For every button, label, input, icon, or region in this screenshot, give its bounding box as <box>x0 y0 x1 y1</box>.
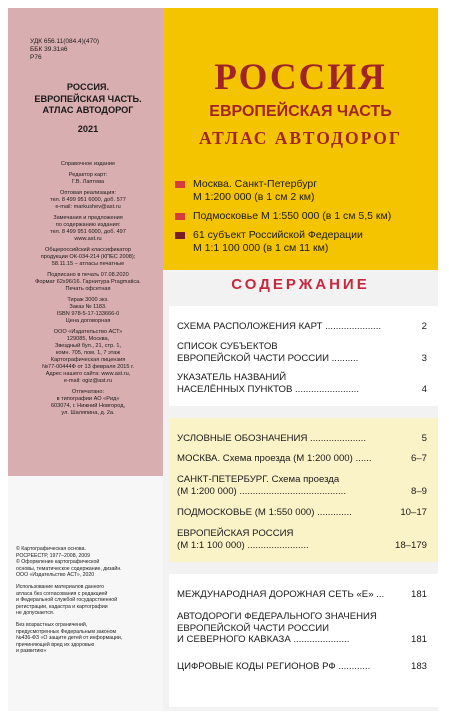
contents-section-maps <box>169 418 438 562</box>
toc-entry[interactable]: МЕЖДУНАРОДНАЯ ДОРОЖНАЯ СЕТЬ «Е» ... 181 <box>177 589 427 600</box>
toc-entry[interactable]: УСЛОВНЫЕ ОБОЗНАЧЕНИЯ ..................... 5 <box>177 433 427 444</box>
edition-type: Справочное издание <box>60 161 116 167</box>
toc-entry[interactable]: СПИСОК СУБЪЕКТОВ ЕВРОПЕЙСКОЙ ЧАСТИ РОССИИ .......... 3 <box>177 341 427 364</box>
toc-entry[interactable]: САНКТ-ПЕТЕРБУРГ. Схема проезда (М 1:200 000) ........................................ 8–9 <box>177 474 427 497</box>
classification-codes <box>30 38 99 62</box>
legend-item-moscow-spb: Москва. Санкт-Петербург М 1:200 000 (в 1 см 2 км) <box>175 178 433 204</box>
udc-code: УДК 656.11(084.4)(470) <box>30 38 99 45</box>
legend-item-federal-subjects: 61 субъект Российской Федерации М 1:1 100 000 (в 1 см 11 км) <box>175 229 433 255</box>
toc-page-number: 6–7 <box>410 453 427 464</box>
author-mark: Р76 <box>30 54 42 61</box>
toc-entry[interactable]: МОСКВА. Схема проезда (М 1:200 000) ...... 6–7 <box>177 453 427 464</box>
atlas-subtitle: ЕВРОПЕЙСКАЯ ЧАСТЬ <box>209 103 392 120</box>
contents-section-index <box>169 306 438 406</box>
print-details: Подписано в печать 07.08.2020 Формат 62x96/16. Гарнитура Pragmatica. Печать офсетная <box>35 272 141 292</box>
legend-swatch <box>175 232 185 239</box>
wholesale-contact: Оптовая реализация: тел. 8 499 951 6000, доб. 577 e-mail: markushev@ast.ru <box>50 190 126 210</box>
publisher-address: ООО «Издательство АСТ» 129085, Москва, Звездный бул., 21, стр. 1, комн. 705, пом. 1, 7 этаж Картографическая лицензия №77-00444Ф от 13 февраля 2015 г. Адрес нашего сайта: www.ast.ru, e-mail: ogiz@ast.ru <box>42 329 134 384</box>
usage-restriction-note: Использование материалов данного атласа без согласования с редакцией и Федеральной службой государственной регистрации, кадастра и картографии не допускается. <box>16 583 118 617</box>
toc-entry[interactable]: СХЕМА РАСПОЛОЖЕНИЯ КАРТ ..................... 2 <box>177 321 427 332</box>
contents-section-references <box>169 574 438 707</box>
toc-page-number: 5 <box>421 433 427 444</box>
toc-entry[interactable]: УКАЗАТЕЛЬ НАЗВАНИЙ НАСЕЛЁННЫХ ПУНКТОВ ........................ 4 <box>177 372 427 395</box>
map-editor: Редактор карт: Г.В. Лаптева <box>68 172 108 185</box>
toc-entry[interactable]: ЦИФРОВЫЕ КОДЫ РЕГИОНОВ РФ ............ 183 <box>177 661 427 672</box>
circulation-isbn: Тираж 3000 экз. Заказ № 1183. ISBN 978-5-17-133666-0 Цена договорная <box>56 297 120 324</box>
toc-page-number: 4 <box>421 383 427 395</box>
product-classifier: Общероссийский классификатор продукции ОК-034-214 (КПЕС 2008); 58.11.15 – атласы печатные <box>40 247 136 267</box>
bbk-code: ББК 39.31я6 <box>30 46 68 53</box>
imprint-column <box>8 8 163 711</box>
cover-banner <box>163 8 438 270</box>
imprint-details <box>16 161 160 421</box>
legend-swatch <box>175 181 185 188</box>
contents-heading: СОДЕРЖАНИЕ <box>231 276 370 293</box>
toc-page-number: 8–9 <box>410 485 427 497</box>
copyright-note: © Картографическая основа. РОСРЕЕСТР, 1977–2008, 2009 © Оформление картографической основы, тематическое содержание, дизайн. ООО «Издательство АСТ», 2020 <box>16 546 122 579</box>
toc-entry[interactable]: ЕВРОПЕЙСКАЯ РОССИЯ (М 1:1 100 000) ....................... 18–179 <box>177 528 427 551</box>
atlas-title-page <box>8 8 438 711</box>
toc-entry[interactable]: ПОДМОСКОВЬЕ (М 1:550 000) ............. 10–17 <box>177 507 427 518</box>
imprint-title: РОССИЯ. ЕВРОПЕЙСКАЯ ЧАСТЬ. АТЛАС АВТОДОРОГ 2021 <box>18 82 158 135</box>
toc-page-number: 3 <box>421 352 427 364</box>
atlas-title: РОССИЯ <box>214 57 387 98</box>
publication-year: 2021 <box>77 123 99 134</box>
toc-page-number: 10–17 <box>400 507 427 518</box>
feedback-contact: Замечания и предложения по содержанию издания: тел. 8 499 951 6000, доб. 497 www.ast.ru <box>50 215 126 242</box>
toc-page-number: 2 <box>421 321 427 332</box>
toc-page-number: 18–179 <box>394 539 427 551</box>
toc-page-number: 181 <box>410 589 427 600</box>
toc-page-number: 183 <box>410 661 427 672</box>
legal-footnotes <box>16 546 156 660</box>
legend-item-moscow-region: Подмосковье М 1:550 000 (в 1 см 5,5 км) <box>175 210 433 223</box>
legend-swatch <box>175 213 185 220</box>
age-restriction-note: Без возрастных ограничений, предусмотренных Федеральным законом №436-ФЗ «О защите детей от информации, причиняющей вред их здоровью и развитию» <box>16 621 123 655</box>
printing-house: Отпечатано: в типографии АО «Рид» 603074, г. Нижний Новгород, ул. Шаляпина, д. 2а. <box>50 389 126 416</box>
toc-entry[interactable]: АВТОДОРОГИ ФЕДЕРАЛЬНОГО ЗНАЧЕНИЯ ЕВРОПЕЙСКОЙ ЧАСТИ РОССИИ И СЕВЕРНОГО КАВКАЗА ..................... 181 <box>177 611 427 645</box>
atlas-type: АТЛАС АВТОДОРОГ <box>199 128 402 148</box>
scale-legend <box>175 178 433 261</box>
toc-page-number: 181 <box>410 634 427 645</box>
